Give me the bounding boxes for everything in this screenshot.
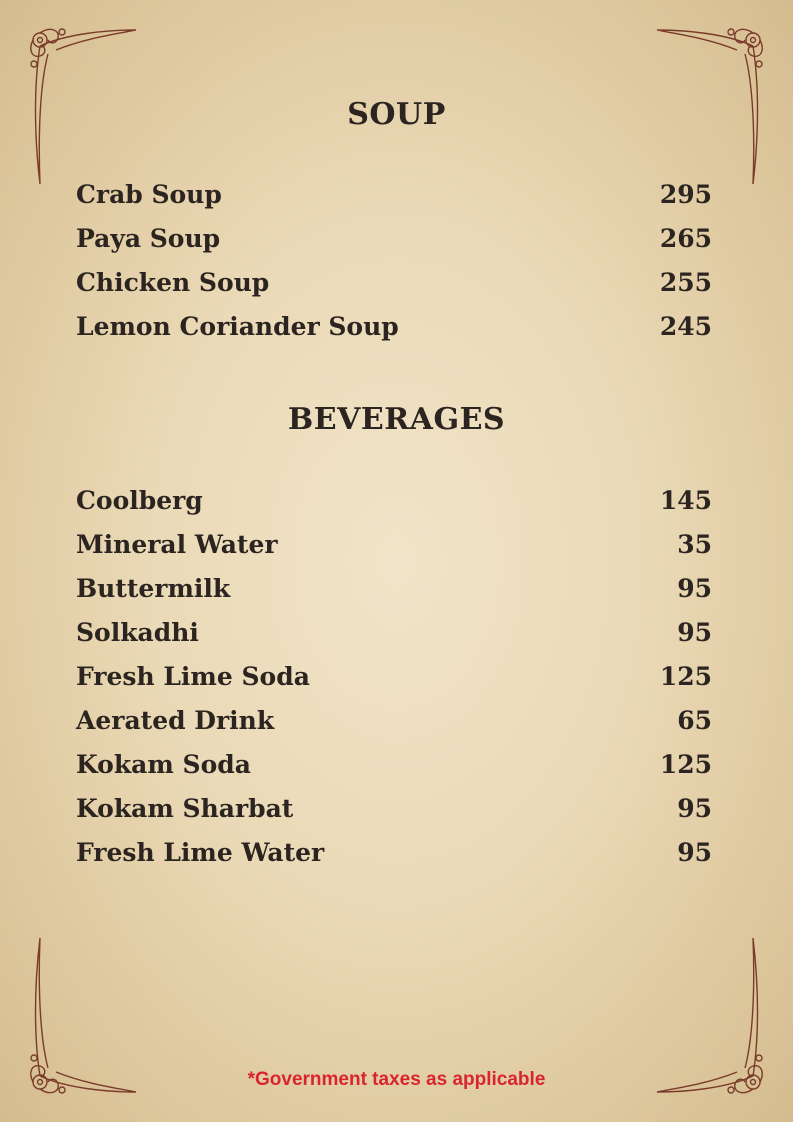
menu-item bbox=[76, 216, 712, 260]
item-price: 295 bbox=[659, 179, 712, 209]
item-price: 245 bbox=[659, 311, 712, 341]
item-name: Fresh Lime Soda bbox=[76, 661, 310, 691]
item-name: Mineral Water bbox=[76, 529, 278, 559]
menu-item bbox=[76, 260, 712, 304]
item-name: Aerated Drink bbox=[76, 705, 275, 735]
item-name: Coolberg bbox=[76, 485, 203, 515]
item-price: 95 bbox=[677, 837, 712, 867]
menu-item bbox=[76, 304, 712, 348]
section-title-beverages: BEVERAGES bbox=[287, 402, 506, 437]
item-price: 95 bbox=[677, 793, 712, 823]
item-price: 35 bbox=[677, 529, 712, 559]
item-name: Paya Soup bbox=[76, 223, 221, 253]
item-name: Fresh Lime Water bbox=[76, 837, 325, 867]
item-price: 125 bbox=[659, 749, 712, 779]
menu-item bbox=[76, 566, 712, 610]
menu-item bbox=[76, 610, 712, 654]
item-name: Solkadhi bbox=[76, 617, 199, 647]
section-title-soup: SOUP bbox=[347, 97, 446, 132]
item-price: 95 bbox=[677, 617, 712, 647]
item-price: 265 bbox=[659, 223, 712, 253]
item-price: 65 bbox=[677, 705, 712, 735]
item-price: 145 bbox=[659, 485, 712, 515]
menu-item bbox=[76, 830, 712, 874]
item-name: Lemon Coriander Soup bbox=[76, 311, 399, 341]
menu-item bbox=[76, 522, 712, 566]
menu-item bbox=[76, 654, 712, 698]
item-name: Kokam Soda bbox=[76, 749, 251, 779]
menu-item bbox=[76, 698, 712, 742]
item-price: 95 bbox=[677, 573, 712, 603]
item-name: Buttermilk bbox=[76, 573, 231, 603]
item-name: Chicken Soup bbox=[76, 267, 270, 297]
soup-menu-list bbox=[76, 172, 712, 348]
beverages-menu-list bbox=[76, 478, 712, 874]
menu-item bbox=[76, 478, 712, 522]
menu-item bbox=[76, 742, 712, 786]
item-name: Kokam Sharbat bbox=[76, 793, 294, 823]
item-name: Crab Soup bbox=[76, 179, 222, 209]
item-price: 255 bbox=[659, 267, 712, 297]
menu-item bbox=[76, 786, 712, 830]
item-price: 125 bbox=[659, 661, 712, 691]
menu-item bbox=[76, 172, 712, 216]
tax-footnote: *Government taxes as applicable bbox=[247, 1069, 546, 1090]
